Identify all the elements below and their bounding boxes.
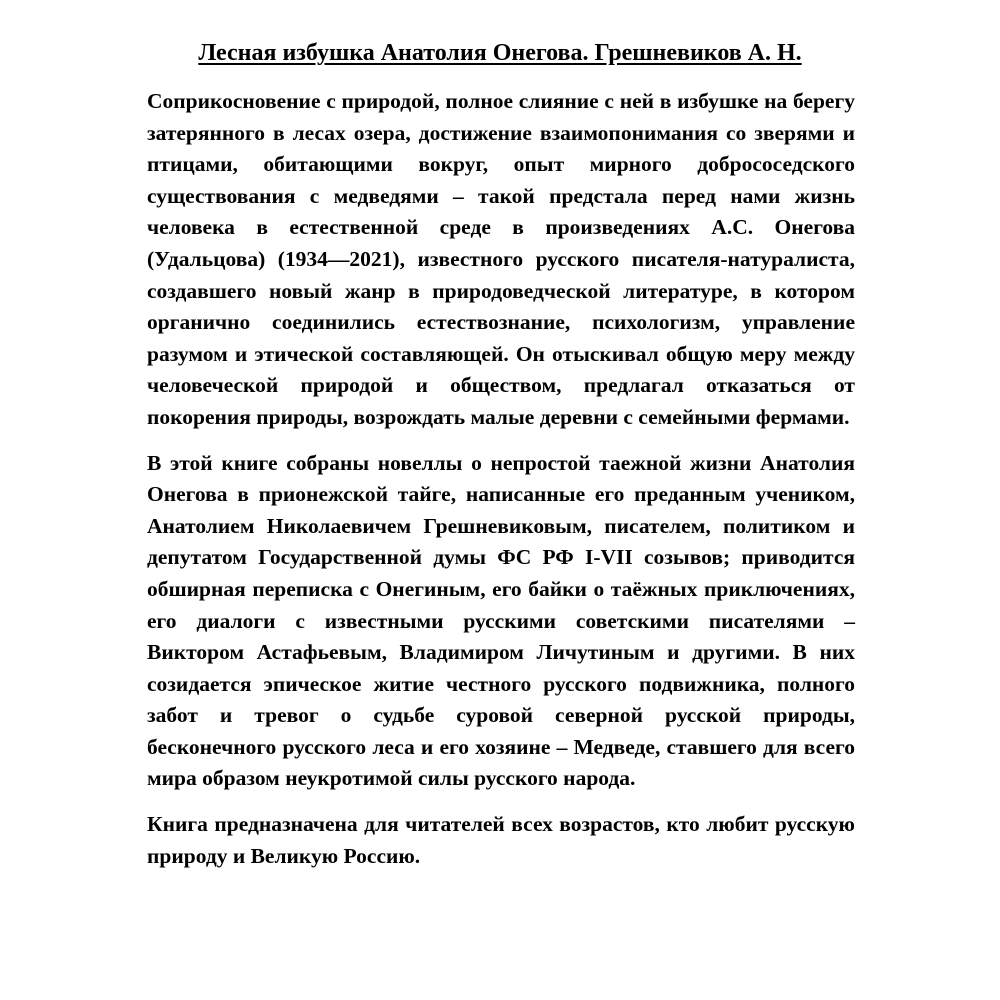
paragraph-audience: Книга предназначена для читателей всех возрастов, кто любит русскую природу и Великую Россию. bbox=[147, 812, 855, 868]
document-title-block bbox=[0, 38, 1000, 68]
document-title: Лесная избушка Анатолия Онегова. Грешневиков А. Н. bbox=[198, 40, 802, 66]
document-body bbox=[147, 86, 855, 872]
paragraph-book-contents: В этой книге собраны новеллы о непростой таежной жизни Анатолия Онегова в прионежской тайге, написанные его преданным учеником, Анатолием Николаевичем Грешневиковым, писателем, политиком и депутатом Государственной думы ФС РФ I-VII созывов; приводится обширная переписка с Онегиным, его байки о таёжных приключениях, его диалоги с известными русскими советскими писателями – Виктором Астафьевым, Владимиром Личутиным и другими. В них созидается эпическое житие честного русского подвижника, полного забот и тревог о судьбе суровой северной русской природы, бесконечного русского леса и его хозяине – Медведе, ставшего для всего мира образом неукротимой силы русского народа. bbox=[147, 450, 855, 791]
paragraph-intro: Соприкосновение с природой, полное слияние с ней в избушке на берегу затерянного в лесах озера, достижение взаимопонимания со зверями и птицами, обитающими вокруг, опыт мирного добрососедского существования с медведями – такой предстала перед нами жизнь человека в естественной среде в произведениях А.С. Онегова (Удальцова) (1934—2021), известного русского писателя-натуралиста, создавшего новый жанр в природоведческой литературе, в котором органично соединились естествознание, психологизм, управление разумом и этической составляющей. Он отыскивал общую меру между человеческой природой и обществом, предлагал отказаться от покорения природы, возрождать малые деревни с семейными фермами. bbox=[147, 89, 855, 429]
